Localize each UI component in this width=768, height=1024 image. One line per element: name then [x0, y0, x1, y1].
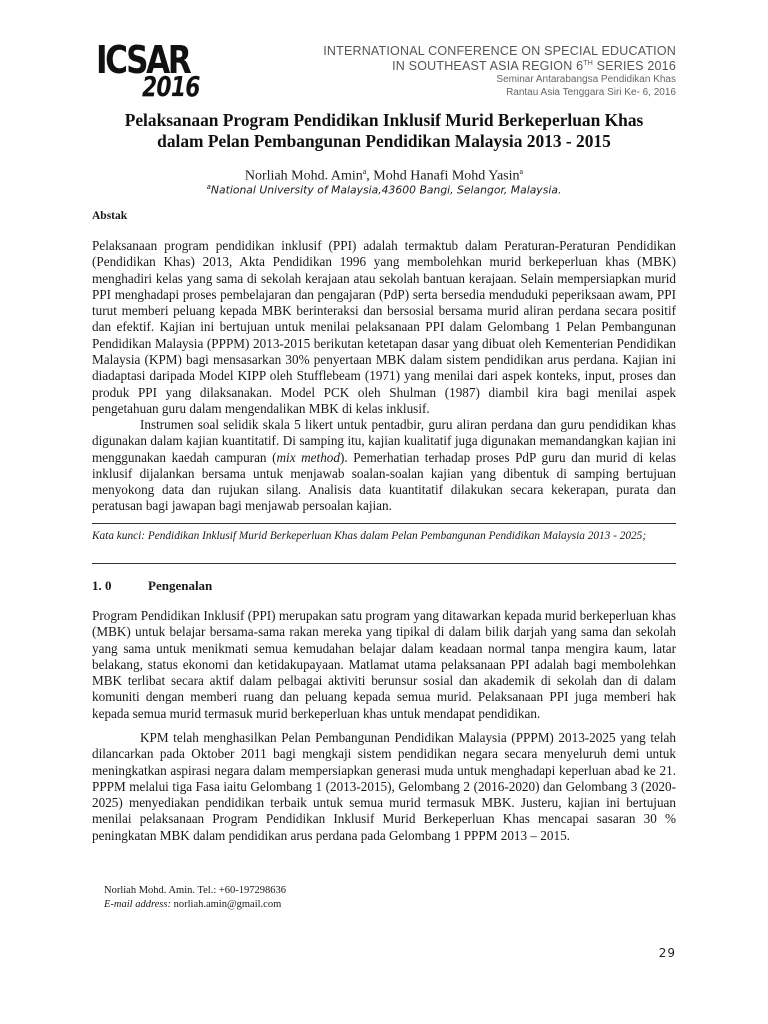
- author-2: Mohd Hanafi Mohd Yasin: [373, 168, 520, 184]
- page-number: 29: [658, 946, 676, 960]
- author-1: Norliah Mohd. Amin: [244, 168, 363, 184]
- logo-year: 2016: [142, 70, 200, 103]
- section-title: Pengenalan: [148, 578, 213, 593]
- affiliation: $^a$National University of Malaysia,43600 Bangi, Selangor, Malaysia.: [206, 183, 562, 197]
- abstract-paragraph-1: Pelaksanaan program pendidikan inklusif (PPI) adalah termaktub dalam Peraturan-Peraturan Pendidikan (Pendidikan Khas) 2013, Akta Pendidikan 1996 yang membolehkan murid berkeperluan khas (MBK) menghadiri kelas yang sama di sekolah kerajaan atau sekolah bantuan kerajaan. Selain mempersiapkan murid PPI menghadapi proses pembelajaran dan pengajaran (PdP) serta bersedia menduduki peperiksaan awam, PPI turut memberi peluang kepada MBK berinteraksi dan bersosial bersama murid aliran perdana secara positif dan efektif. Kajian ini bertujuan untuk menilai pelaksanaan PPI dalam Gelombang 1 Pelan Pembangunan Pendidikan Malaysia (PPPM) 2013-2015 berikutan ketetapan dasar yang dibuat oleh Kementerian Pendidikan Malaysia (KPM) bagi mensasarkan 30% penyertaan MBK dalam sistem pendidikan arus perdana. Kajian ini diadaptasi daripada Model KIPP oleh Stufflebeam (1971) yang menilai dari aspek konteks, input, proses dan produk PPI yang dilaksanakan. Model PCK oleh Shulman (1987) diambil kira bagi menilai aspek pengetahuan guru dalam mengendalikan MBK di kelas inklusif.: [92, 238, 676, 416]
- keywords: Kata kunci: Pendidikan Inklusif Murid Berkeperluan Khas dalam Pelan Pembangunan Pendidikan Malaysia 2013 - 2025;: [92, 530, 647, 542]
- intro-paragraph-1: Program Pendidikan Inklusif (PPI) merupakan satu program yang ditawarkan kepada murid berkeperluan khas (MBK) untuk belajar bersama-sama rakan mereka yang tipikal di dalam bilik darjah yang sama dan sekolah yang sama untuk menikmati semua kemudahan belajar dalam keadaan normal tanpa mengira kaum, latar belakang, status ekonomi dan ketidakupayaan. Matlamat utama pelaksanaan PPI adalah bagi membolehkan MBK terlibat secara aktif dalam pelbagai aktiviti berunsur sosial dan akademik di sekolah dan di dalam komuniti dengan memberi ruang dan peluang kepada semua murid. Pelaksanaan PPI juga memberi hak kepada semua murid termasuk murid berkeperluan khas untuk mendapat pendidikan.: [92, 608, 676, 721]
- conference-line3: Seminar Antarabangsa Pendidikan Khas: [496, 74, 676, 85]
- footnote-contact: Norliah Mohd. Amin. Tel.: +60-197298636: [104, 885, 287, 896]
- mix-method-term: mix method: [276, 449, 340, 465]
- title-line2: dalam Pelan Pembangunan Pendidikan Malaysia 2013 - 2015: [157, 131, 611, 151]
- logo-text: ICSAR: [96, 38, 190, 82]
- author-list: Norliah Mohd. Amin$^a$, Mohd Hanafi Mohd Yasin$^a$: [244, 167, 524, 184]
- section-heading: [92, 578, 212, 594]
- keywords-top-rule: [92, 523, 676, 524]
- intro-paragraph-2: KPM telah menghasilkan Pelan Pembangunan Pendidikan Malaysia (PPPM) 2013-2025 yang telah dilancarkan pada Oktober 2011 bagi mengkaji sistem pendidikan negara secara menyeluruh demi untuk meningkatkan aspirasi negara dalam mempersiapkan generasi muda untuk menghadapi keperluan abad ke 21. PPPM melalui tiga Fasa iaitu Gelombang 1 (2013-2015), Gelombang 2 (2016-2020) dan Gelombang 3 (2020-2025) menyediakan pendidikan terbaik untuk semua murid termasuk MBK. Justeru, kajian ini bertujuan menilai pelaksanaan Program Pendidikan Inklusif Murid Berkeperluan Khas mencapai sasaran 30 % peningkatan MBK dalam pendidikan arus perdana pada Gelombang 1 PPPM 2013 – 2015.: [92, 730, 676, 843]
- section-number: 1. 0: [92, 578, 112, 593]
- title-line1: Pelaksanaan Program Pendidikan Inklusif Murid Berkeperluan Khas: [124, 110, 644, 130]
- conference-line1: INTERNATIONAL CONFERENCE ON SPECIAL EDUCATION: [323, 44, 676, 58]
- footnote-email: E-mail address: norliah.amin@gmail.com: [104, 899, 282, 910]
- conference-line2: IN SOUTHEAST ASIA REGION 6TH SERIES 2016: [392, 59, 676, 73]
- conference-line4: Rantau Asia Tenggara Siri Ke- 6, 2016: [506, 86, 676, 98]
- paper-title: [92, 110, 676, 152]
- abstract-heading: Abstak: [92, 210, 128, 222]
- conference-logo: [96, 40, 216, 106]
- email-address: norliah.amin@gmail.com: [170, 899, 282, 910]
- conference-header: [323, 44, 676, 99]
- keywords-bottom-rule: [92, 563, 676, 564]
- abstract-paragraph-2: Instrumen soal selidik skala 5 likert untuk pentadbir, guru aliran perdana dan guru pendidikan khas digunakan dalam kajian kuantitatif. Di samping itu, kajian kualitatif juga digunakan memandangkan kajian ini menggunakan kaedah campuran (mix method). Pemerhatian terhadap proses PdP guru dan murid di kelas inklusif dijalankan bersama untuk menjawab soalan-soalan kajian yang dibentuk di samping bertujuan menyokong data dan rujukan silang. Analisis data kuantitatif dilakukan secara kekerapan, purata dan peratusan bagi jawapan bagi menjawab persoalan kajian.: [92, 417, 676, 514]
